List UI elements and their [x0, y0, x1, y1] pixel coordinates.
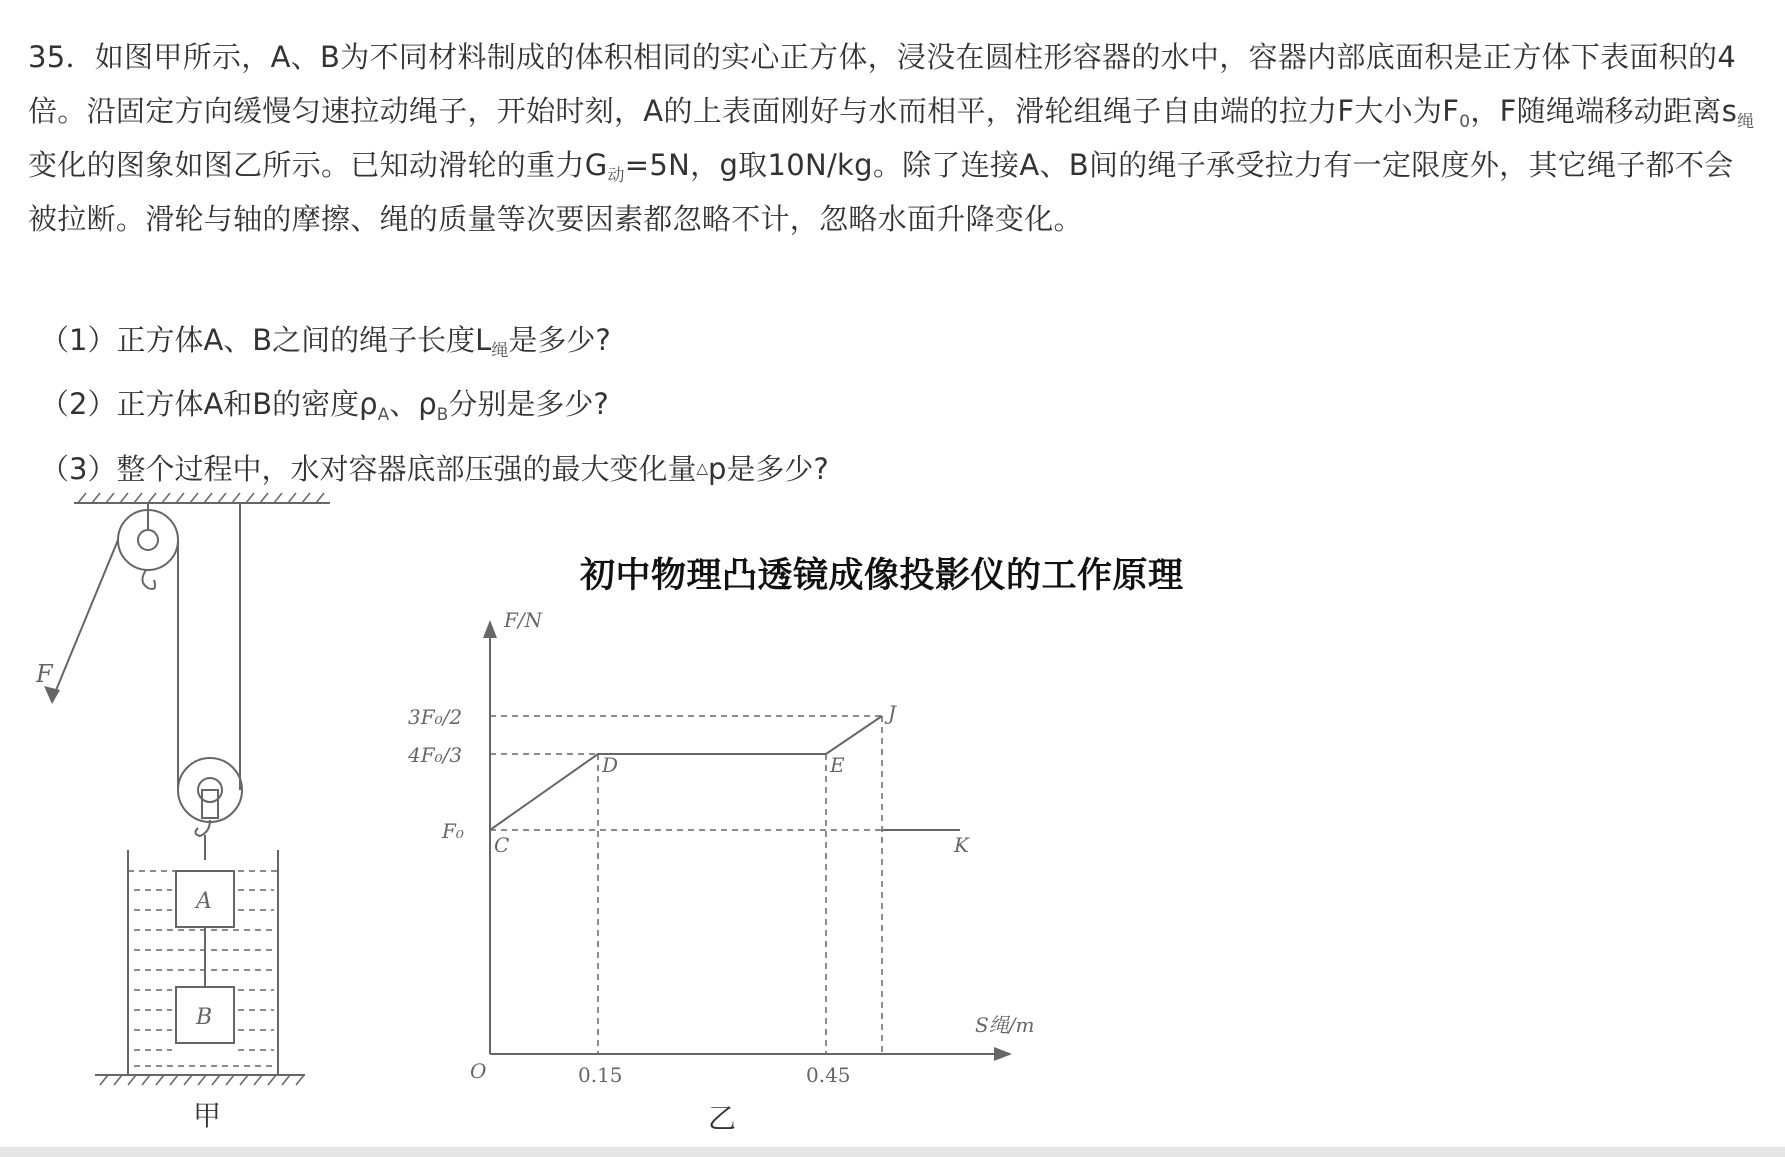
question-3: （3）整个过程中，水对容器底部压强的最大变化量△p是多少? — [40, 452, 829, 486]
problem-text-2: ，F随绳端移动距离s — [1470, 94, 1738, 128]
question-list — [40, 318, 829, 510]
question-1: （1）正方体A、B之间的绳子长度$L_绳$是多少? — [40, 323, 611, 361]
origin-label: O — [470, 1059, 487, 1083]
figure-yi — [380, 600, 1080, 1145]
force-label: F — [36, 660, 53, 688]
caption-yi: 乙 — [708, 1102, 737, 1135]
y-axis-label: F/N — [504, 608, 543, 632]
y-tick-3f0-2: 3F₀/2 — [408, 705, 463, 729]
y-axis-arrow — [483, 620, 497, 638]
g-subscript: 动 — [607, 166, 625, 186]
figure-jia — [0, 490, 340, 1150]
x-tick-0-45: 0.45 — [806, 1063, 851, 1087]
overlay-title: 初中物理凸透镜成像投影仪的工作原理 — [580, 556, 1184, 596]
point-d-label: D — [602, 753, 619, 777]
point-c-label: C — [494, 833, 510, 857]
problem-statement — [28, 30, 1756, 246]
problem-text-1: 35．如图甲所示，A、B为不同材料制成的体积相同的实心正方体，浸没在圆柱形容器的水中，容器内部底面积是正方体下表面积的4倍。沿固定方向缓慢匀速拉动绳子，开始时刻，A的上表面刚好与水而相平，滑轮组绳子自由端的拉力F大小为F — [28, 40, 1737, 128]
force-curve — [490, 716, 882, 830]
ceiling-hatch — [78, 493, 324, 503]
point-j-label: J — [888, 701, 897, 725]
fixed-pulley-hook — [142, 570, 155, 589]
point-e-label: E — [830, 753, 845, 777]
caption-jia: 甲 — [193, 1099, 222, 1132]
y-tick-f0: F₀ — [442, 819, 464, 843]
x-tick-0-15: 0.15 — [578, 1063, 623, 1087]
problem-text-4: =5N，g取10N/kg。除了连接A、B间的绳子承受拉力有一定限度外，其它绳子都不会被拉断。滑轮与轴的摩擦、绳的质量等次要因素都忽略不计，忽略水面升降变化。 — [28, 148, 1734, 236]
free-rope — [52, 540, 118, 700]
f0-subscript: 0 — [1459, 112, 1471, 132]
bottom-divider — [0, 1147, 1785, 1157]
s-subscript: 绳 — [1737, 112, 1755, 132]
floor-hatch — [100, 1075, 304, 1085]
x-axis-label: S绳/m — [975, 1013, 1035, 1037]
x-axis-arrow — [994, 1047, 1012, 1061]
y-tick-4f0-3: 4F₀/3 — [408, 743, 463, 767]
question-2: （2）正方体A和B的密度$\rho_A$、$\rho_B$分别是多少? — [40, 387, 609, 425]
point-k-label: K — [954, 833, 969, 857]
block-b-label: B — [196, 1005, 213, 1030]
guide-lines — [490, 716, 960, 1054]
problem-text-3: 变化的图象如图乙所示。已知动滑轮的重力G — [28, 148, 608, 182]
block-a-label: A — [196, 889, 212, 914]
